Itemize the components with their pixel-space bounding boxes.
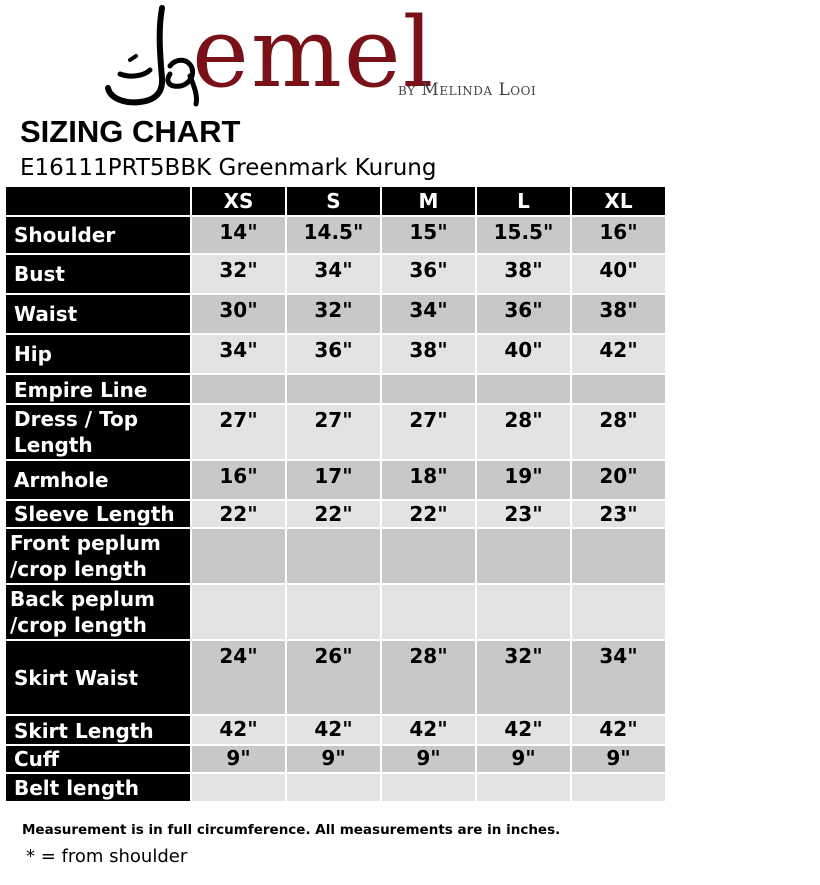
row-label: Belt length [6, 774, 192, 803]
table-row [6, 585, 667, 641]
row-label: Empire Line [6, 375, 192, 405]
brand-byline: by Melinda Looi [398, 80, 537, 100]
table-cell [382, 375, 477, 405]
row-label: Skirt Waist [6, 641, 192, 716]
measurement-note: Measurement is in full circumference. All measurements are in inches. [22, 822, 561, 838]
row-label: Front peplum /crop length [6, 529, 192, 585]
table-cell: 19" [477, 461, 572, 501]
table-cell: 18" [382, 461, 477, 501]
table-cell: 36" [477, 295, 572, 335]
table-cell [477, 529, 572, 585]
row-label: Shoulder [6, 217, 192, 255]
table-cell: 42" [572, 335, 667, 375]
table-cell: 32" [477, 641, 572, 716]
table-cell [477, 585, 572, 641]
table-cell [382, 585, 477, 641]
table-cell [192, 529, 287, 585]
table-cell: 15" [382, 217, 477, 255]
row-label: Bust [6, 255, 192, 295]
table-cell: 9" [287, 746, 382, 774]
header-size: XL [572, 187, 667, 217]
table-cell [382, 774, 477, 803]
table-cell: 26" [287, 641, 382, 716]
header-size: S [287, 187, 382, 217]
table-cell: 34" [382, 295, 477, 335]
table-cell [572, 529, 667, 585]
table-cell [287, 529, 382, 585]
table-row [6, 405, 667, 461]
table-row [6, 716, 667, 746]
table-cell: 32" [287, 295, 382, 335]
table-cell: 9" [192, 746, 287, 774]
table-cell: 38" [477, 255, 572, 295]
row-label: Dress / Top Length [6, 405, 192, 461]
table-cell: 42" [382, 716, 477, 746]
row-label: Back peplum /crop length [6, 585, 192, 641]
table-cell: 34" [192, 335, 287, 375]
table-cell: 36" [287, 335, 382, 375]
table-cell [382, 529, 477, 585]
table-row [6, 641, 667, 716]
table-cell: 34" [287, 255, 382, 295]
table-cell: 22" [287, 501, 382, 529]
table-cell [192, 585, 287, 641]
table-cell: 40" [572, 255, 667, 295]
table-cell: 38" [382, 335, 477, 375]
table-cell [477, 774, 572, 803]
table-row [6, 529, 667, 585]
header-corner [6, 187, 192, 217]
table-row [6, 461, 667, 501]
table-cell: 20" [572, 461, 667, 501]
table-row [6, 774, 667, 803]
table-cell: 17" [287, 461, 382, 501]
table-cell [192, 774, 287, 803]
table-cell [572, 774, 667, 803]
table-cell: 23" [477, 501, 572, 529]
table-cell: 30" [192, 295, 287, 335]
row-label: Skirt Length [6, 716, 192, 746]
sizing-table [6, 187, 667, 803]
row-label: Cuff [6, 746, 192, 774]
row-label: Armhole [6, 461, 192, 501]
table-cell: 9" [477, 746, 572, 774]
table-cell: 23" [572, 501, 667, 529]
table-cell [192, 375, 287, 405]
table-row [6, 335, 667, 375]
table-cell: 42" [287, 716, 382, 746]
table-cell: 34" [572, 641, 667, 716]
table-cell [572, 585, 667, 641]
table-cell: 15.5" [477, 217, 572, 255]
table-cell: 16" [192, 461, 287, 501]
table-header-row [6, 187, 667, 217]
row-label: Hip [6, 335, 192, 375]
row-label: Sleeve Length [6, 501, 192, 529]
table-cell: 36" [382, 255, 477, 295]
brand-name: emel [192, 0, 436, 109]
table-cell [572, 375, 667, 405]
table-cell [287, 585, 382, 641]
table-cell: 9" [382, 746, 477, 774]
row-label: Waist [6, 295, 192, 335]
table-row [6, 217, 667, 255]
table-cell: 14.5" [287, 217, 382, 255]
footnote-legend: * = from shoulder [26, 846, 188, 867]
product-code: E16111PRT5BBK Greenmark Kurung [20, 155, 437, 181]
header-size: M [382, 187, 477, 217]
table-cell: 27" [287, 405, 382, 461]
table-cell: 28" [572, 405, 667, 461]
table-cell [287, 375, 382, 405]
arabic-calligraphy-logo [100, 0, 200, 118]
table-cell: 40" [477, 335, 572, 375]
table-row [6, 255, 667, 295]
table-cell: 22" [192, 501, 287, 529]
page-title: SIZING CHART [20, 114, 241, 149]
table-row [6, 746, 667, 774]
table-cell: 42" [477, 716, 572, 746]
table-cell: 38" [572, 295, 667, 335]
table-cell: 28" [382, 641, 477, 716]
table-cell: 28" [477, 405, 572, 461]
table-cell: 42" [572, 716, 667, 746]
table-cell: 22" [382, 501, 477, 529]
header-size: XS [192, 187, 287, 217]
table-cell [287, 774, 382, 803]
table-cell [477, 375, 572, 405]
table-cell: 14" [192, 217, 287, 255]
table-cell: 42" [192, 716, 287, 746]
table-row [6, 501, 667, 529]
header-size: L [477, 187, 572, 217]
table-cell: 9" [572, 746, 667, 774]
table-cell: 27" [382, 405, 477, 461]
brand-logo [100, 0, 570, 118]
table-row [6, 295, 667, 335]
table-cell: 24" [192, 641, 287, 716]
table-cell: 32" [192, 255, 287, 295]
table-cell: 16" [572, 217, 667, 255]
table-row [6, 375, 667, 405]
table-cell: 27" [192, 405, 287, 461]
